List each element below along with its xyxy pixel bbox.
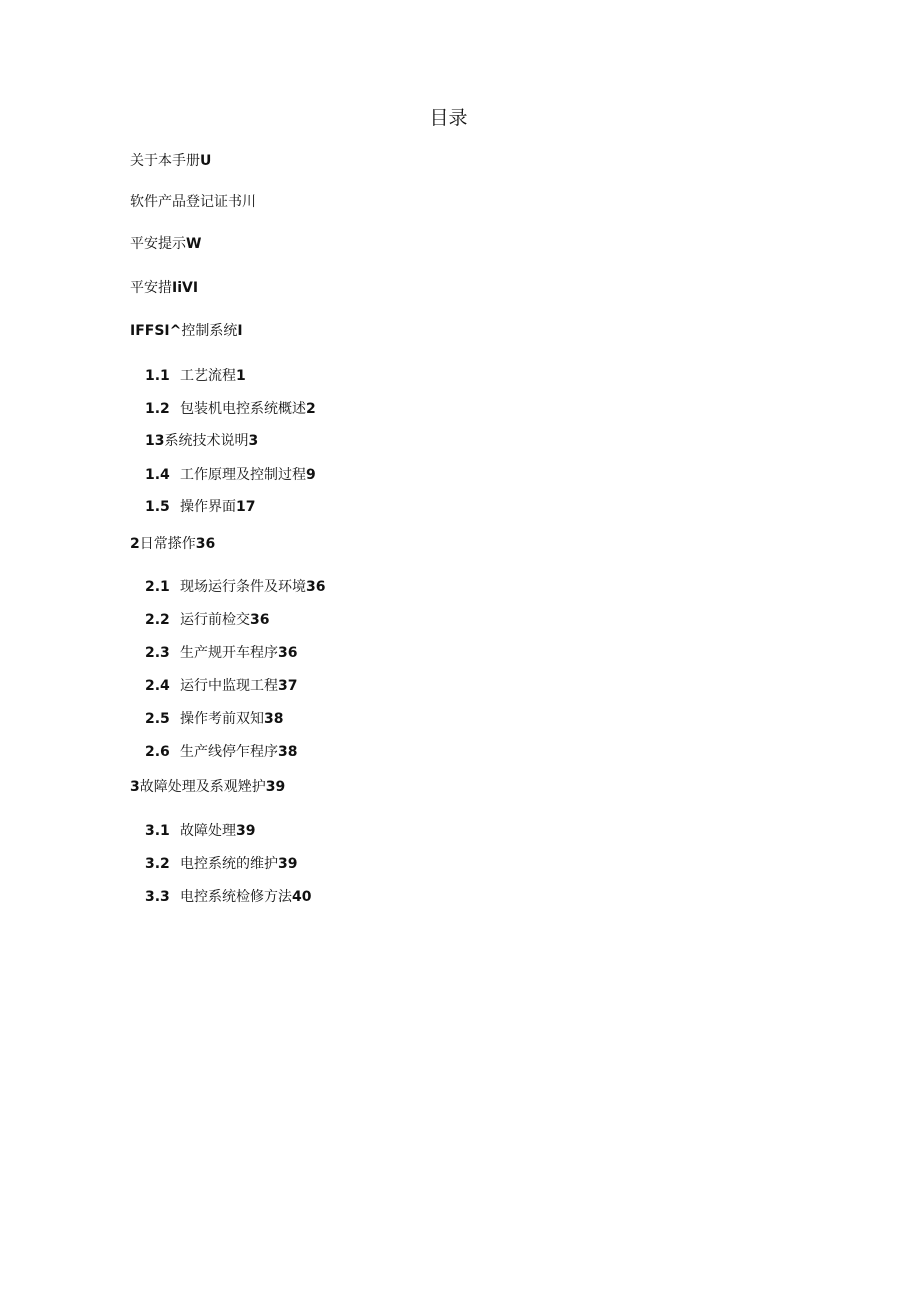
toc-entry-text: 现场运行条件及环境 [180, 579, 306, 595]
toc-entry-page: 37 [278, 678, 298, 694]
toc-title: 目录 [429, 107, 468, 129]
toc-entry-page: 38 [264, 711, 284, 727]
toc-entry-number: 2.1 [145, 579, 170, 595]
toc-entry-safety-measures[interactable] [130, 279, 198, 297]
toc-entry-chapter-3[interactable] [130, 778, 285, 796]
toc-entry-number: 1.2 [145, 401, 170, 417]
toc-entry-2-1[interactable] [145, 578, 325, 596]
toc-entry-number: 3.2 [145, 856, 170, 872]
toc-entry-safety-tips[interactable] [130, 235, 201, 253]
toc-entry-2-3[interactable] [145, 644, 297, 662]
toc-entry-page: W [186, 236, 202, 252]
toc-entry-text: 平安措 [130, 280, 172, 296]
toc-entry-text: 控制系统 [181, 323, 238, 339]
toc-entry-number: 2.6 [145, 744, 170, 760]
toc-entry-page: 9 [306, 467, 316, 483]
toc-entry-number: 1.4 [145, 467, 170, 483]
toc-entry-2-2[interactable] [145, 611, 269, 629]
toc-entry-text: 关于本手册 [130, 153, 200, 169]
toc-entry-3-3[interactable] [145, 888, 311, 906]
toc-entry-software-certificate[interactable] [130, 193, 256, 211]
toc-entry-page: 3 [248, 433, 259, 449]
toc-entry-number: 3 [130, 779, 140, 795]
toc-entry-page: IiVI [172, 280, 199, 296]
toc-entry-page: 36 [250, 612, 270, 628]
toc-entry-text: 运行中监现工程 [180, 678, 278, 694]
toc-entry-text: 操作界面 [180, 499, 236, 515]
toc-entry-1-1[interactable] [145, 367, 246, 385]
toc-entry-2-4[interactable] [145, 677, 297, 695]
toc-entry-number: 2.2 [145, 612, 170, 628]
toc-entry-1-2[interactable] [145, 400, 316, 418]
toc-entry-1-4[interactable] [145, 466, 316, 484]
toc-entry-text: 软件产品登记证书川 [130, 194, 256, 210]
toc-entry-page: 39 [278, 856, 298, 872]
toc-entry-1-3[interactable] [145, 432, 258, 450]
toc-entry-page: U [200, 153, 212, 169]
toc-entry-chapter-2[interactable] [130, 535, 215, 553]
toc-entry-1-5[interactable] [145, 498, 255, 516]
toc-entry-text: 操作考前双知 [180, 711, 264, 727]
toc-entry-number: 3.3 [145, 889, 170, 905]
toc-entry-2-5[interactable] [145, 710, 283, 728]
toc-entry-page: 40 [292, 889, 312, 905]
toc-entry-number: IFFSI^ [130, 323, 182, 339]
toc-entry-chapter-1[interactable] [130, 322, 243, 340]
toc-entry-text: 工作原理及控制过程 [180, 467, 306, 483]
toc-entry-page: 39 [236, 823, 256, 839]
toc-entry-text: 运行前检交 [180, 612, 250, 628]
toc-entry-page: I [237, 323, 243, 339]
toc-entry-text: 生产线停乍程序 [180, 744, 278, 760]
toc-entry-page: 38 [278, 744, 298, 760]
toc-entry-number: 3.1 [145, 823, 170, 839]
toc-entry-2-6[interactable] [145, 743, 297, 761]
toc-entry-3-1[interactable] [145, 822, 255, 840]
toc-entry-text: 日常搽作 [139, 536, 196, 552]
toc-entry-number: 13 [145, 433, 165, 449]
toc-entry-page: 36 [306, 579, 326, 595]
toc-entry-text: 故障处理 [180, 823, 236, 839]
toc-entry-number: 1.5 [145, 499, 170, 515]
toc-entry-text: 电控系统的维护 [180, 856, 278, 872]
toc-entry-number: 2.5 [145, 711, 170, 727]
toc-entry-text: 电控系统检修方法 [180, 889, 292, 905]
toc-entry-page: 36 [195, 536, 216, 552]
toc-entry-text: 系统技术说明 [164, 433, 249, 449]
toc-entry-page: 1 [236, 368, 246, 384]
toc-entry-number: 1.1 [145, 368, 170, 384]
toc-entry-page: 17 [236, 499, 256, 515]
toc-entry-page: 36 [278, 645, 298, 661]
toc-entry-text: 故障处理及系观矬护 [139, 779, 266, 795]
toc-entry-3-2[interactable] [145, 855, 297, 873]
toc-entry-number: 2.3 [145, 645, 170, 661]
toc-entry-text: 包装机电控系统概述 [180, 401, 306, 417]
toc-entry-text: 工艺流程 [180, 368, 236, 384]
toc-entry-page: 2 [306, 401, 316, 417]
toc-entry-number: 2.4 [145, 678, 170, 694]
toc-entry-text: 生产规开车程序 [180, 645, 278, 661]
toc-entry-number: 2 [130, 536, 140, 552]
toc-entry-page: 39 [265, 779, 286, 795]
toc-entry-about-manual[interactable] [130, 152, 211, 170]
toc-entry-text: 平安提示 [130, 236, 186, 252]
